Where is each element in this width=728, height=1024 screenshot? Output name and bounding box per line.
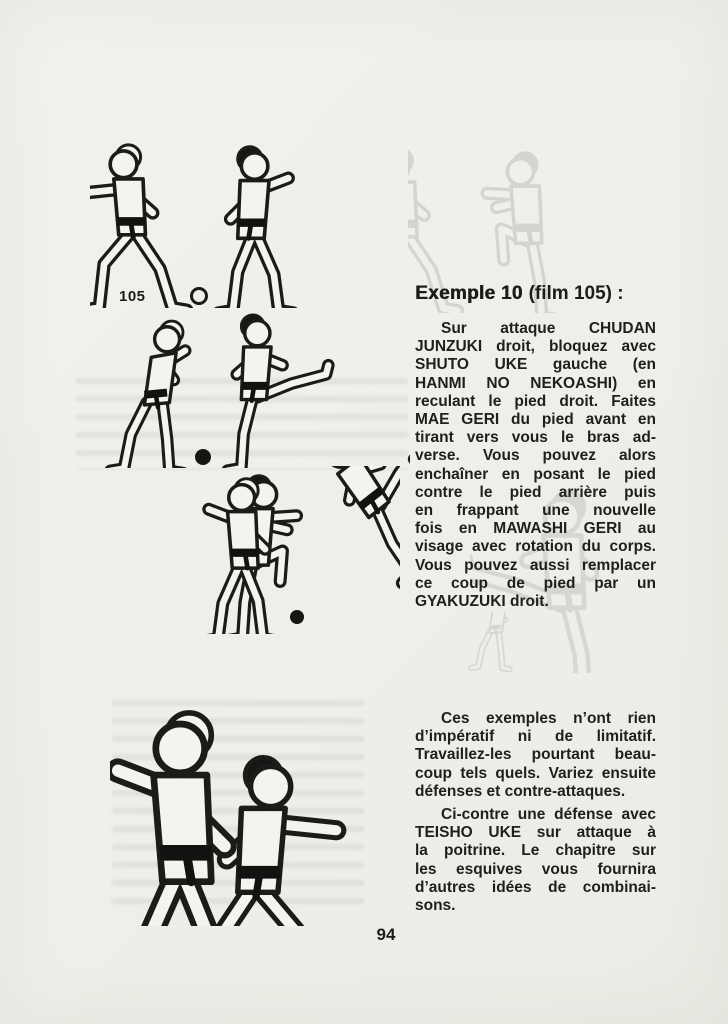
- showthrough-figures-between-paragraphs: [428, 612, 658, 712]
- text-line: Travaillez-les pourtant beau-: [415, 746, 656, 764]
- text-line: la poitrine. Le chapitre sur: [415, 842, 656, 860]
- film-number-label: 105: [119, 288, 146, 305]
- text-line: verse. Vous pouvez alors: [415, 447, 656, 465]
- text-line: tirant vers vous le bras ad-: [415, 429, 656, 447]
- text-line: fois en MAWASHI GERI au: [415, 520, 656, 538]
- illustration-mae-geri: [95, 306, 410, 468]
- paragraph-example-10: [415, 320, 656, 611]
- text-line: SHUTO UKE gauche (en: [415, 356, 656, 374]
- text-line: d’autres idées de combinai-: [415, 878, 656, 896]
- text-line: sons.: [415, 897, 456, 915]
- text-line: HANMI NO NEKOASHI) en: [415, 374, 656, 392]
- text-line: Ces exemples n’ont rien: [441, 710, 656, 727]
- text-line: TEISHO UKE sur attaque à: [415, 824, 656, 842]
- text-line: les esquives vous fournira: [415, 860, 656, 878]
- illustration-shuto-uke-block: [90, 136, 402, 308]
- text-line: défenses et contre-attaques.: [415, 782, 626, 800]
- karateka-defender: [218, 147, 293, 308]
- karateka-high-kick: [305, 466, 400, 583]
- filled-dot-marker-icon: [290, 610, 304, 624]
- text-line: coup tels quels. Variez ensuite: [415, 764, 656, 782]
- text-line: en frappant une nouvelle: [415, 502, 656, 520]
- illustration-teisho-uke: [110, 688, 370, 926]
- text-line: Vous pouvez aussi remplacer: [415, 556, 656, 574]
- text-line: JUNZUKI droit, bloquez avec: [415, 338, 656, 356]
- karateka-recipient: [110, 321, 185, 468]
- text-line: contre le pied arrière puis: [415, 483, 656, 501]
- text-line: MAE GERI du pied avant en: [415, 411, 656, 429]
- open-circle-marker-icon: [190, 287, 208, 305]
- text-line: Sur attaque CHUDAN: [441, 320, 656, 337]
- example-heading-title: Exemple 10: [415, 283, 523, 304]
- page-number: 94: [376, 925, 396, 944]
- text-line: reculant le pied droit. Faites: [415, 392, 656, 410]
- text-line: Ci-contre une défense avec: [441, 806, 656, 823]
- illustration-mawashi-geri: [100, 466, 400, 634]
- text-line: ce coup de pied par un: [415, 574, 656, 592]
- text-line: d’impératif ni de limitatif.: [415, 728, 656, 746]
- filled-dot-marker-icon: [195, 449, 211, 465]
- karateka-kicker: [228, 315, 329, 468]
- paragraph-teisho-uke: [415, 806, 656, 915]
- text-line: visage avec rotation du corps.: [415, 538, 656, 556]
- karateka-attacker: [90, 145, 187, 308]
- karateka-teisho-block: [110, 713, 247, 926]
- text-line: GYAKUZUKI droit.: [415, 593, 549, 611]
- example-heading-film-ref: (film 105) :: [528, 283, 624, 304]
- text-line: enchaîner en posant le pied: [415, 465, 656, 483]
- example-heading: [415, 283, 656, 305]
- paragraph-advice: [415, 710, 656, 801]
